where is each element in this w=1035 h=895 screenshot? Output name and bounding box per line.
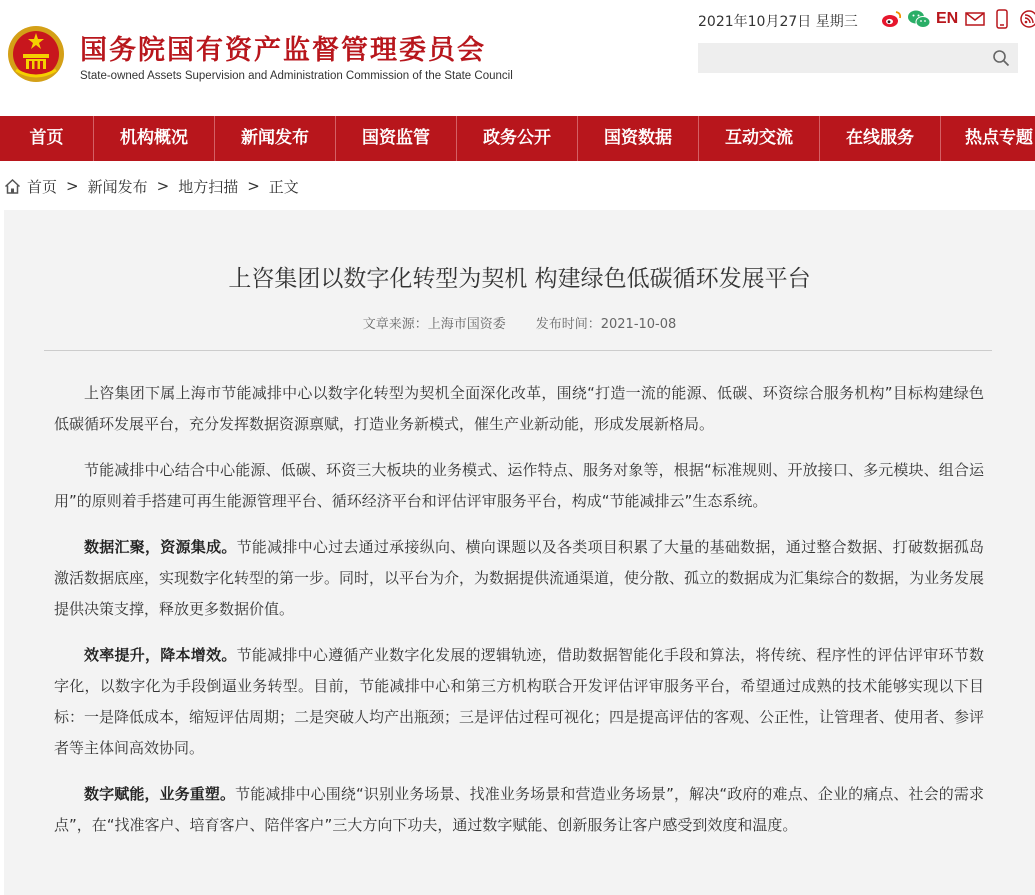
breadcrumb-news[interactable]: 新闻发布 [87, 177, 148, 196]
english-link[interactable]: EN [936, 10, 959, 27]
paragraph [54, 532, 984, 625]
breadcrumb-separator: > [247, 177, 260, 195]
nav-item-interaction[interactable]: 互动交流 [699, 116, 820, 161]
paragraph-text: 节能减排中心过去通过承接纵向、横向课题以及各类项目积累了大量的基础数据，通过整合数据、打破数据孤岛激活数据底座，实现数字化转型的第一步。同时，以平台为介，为数据提供流通渠道，使分散、孤立的数据成为汇集综合的数据，为业务发展提供决策支撑，释放更多数据价值。 [54, 538, 985, 618]
top-icon-bar [880, 7, 1035, 31]
paragraph-lead: 数字赋能，业务重塑。 [84, 785, 236, 803]
time-label: 发布时间： [535, 317, 601, 332]
article-source: 上海市国资委 [427, 317, 506, 332]
paragraph-text: 上咨集团下属上海市节能减排中心以数字化转型为契机全面深化改革，围绕“打造一流的能源、低碳、环资综合服务机构”目标构建绿色低碳循环发展平台，充分发挥数据资源禀赋，打造业务新模式，催生产业新动能，形成发展新格局。 [54, 384, 984, 433]
nav-item-supervision[interactable]: 国资监管 [336, 116, 457, 161]
breadcrumb-separator: > [156, 177, 170, 195]
site-subtitle: State-owned Assets Supervision and Administration Commission of the State Council [80, 70, 513, 82]
rss-icon[interactable] [1017, 7, 1035, 31]
nav-item-data[interactable]: 国资数据 [578, 116, 699, 161]
mail-icon[interactable] [963, 7, 987, 31]
breadcrumb [4, 175, 299, 197]
home-icon [4, 178, 21, 195]
paragraph [54, 378, 984, 440]
paragraph-lead: 效率提升，降本增效。 [84, 646, 237, 664]
breadcrumb-separator: > [66, 177, 79, 195]
breadcrumb-current: 正文 [268, 177, 299, 196]
paragraph [54, 640, 984, 764]
search-input[interactable] [698, 43, 978, 73]
national-emblem-icon[interactable] [6, 24, 66, 84]
nav-item-government-affairs[interactable]: 政务公开 [457, 116, 578, 161]
nav-item-online-services[interactable]: 在线服务 [820, 116, 941, 161]
paragraph-text: 节能减排中心结合中心能源、低碳、环资三大板块的业务模式、运作特点、服务对象等，根据“标准规则、开放接口、多元模块、组合运用”的原则着手搭建可再生能源管理平台、循环经济平台和评估评审服务平台，构成“节能减排云”生态系统。 [54, 461, 984, 510]
current-date: 2021年10月27日 星期三 [698, 14, 858, 30]
breadcrumb-local-scan[interactable]: 地方扫描 [178, 177, 239, 196]
paragraph [54, 455, 984, 517]
paragraph-text: 节能减排中心围绕“识别业务场景、找准业务场景和营造业务场景”，解决“政府的难点、企业的痛点、社会的需求点”，在“找准客户、培育客户、陪伴客户”三大方向下功夫，通过数字赋能、创新服务让客户感受到效度和温度。 [54, 785, 984, 834]
search-icon[interactable] [992, 49, 1010, 67]
title-divider [44, 350, 992, 351]
nav-item-news[interactable]: 新闻发布 [215, 116, 336, 161]
article-time: 2021-10-08 [600, 317, 677, 332]
article-meta [4, 313, 1035, 332]
paragraph-lead: 数据汇聚，资源集成。 [84, 538, 237, 556]
main-nav [0, 116, 1035, 161]
breadcrumb-home[interactable]: 首页 [27, 177, 58, 196]
nav-item-home[interactable]: 首页 [0, 116, 94, 161]
nav-item-hot-topics[interactable]: 热点专题 [965, 128, 1033, 148]
site-title[interactable]: 国务院国有资产监督管理委员会 [80, 35, 486, 66]
article-title: 上咨集团以数字化转型为契机 构建绿色低碳循环发展平台 [228, 266, 811, 292]
paragraph [54, 779, 984, 841]
search-box [698, 43, 1018, 73]
weibo-icon[interactable] [880, 7, 904, 31]
paragraph-text: 节能减排中心遵循产业数字化发展的逻辑轨迹，借助数据智能化手段和算法，将传统、程序性的评估评审环节数字化，以数字化为手段倒逼业务转型。目前，节能减排中心和第三方机构联合开发评估评审服务平台，希望通过成熟的技术能够实现以下目标：一是降低成本，缩短评估周期；二是突破人均产出瓶颈；三是评估过程可视化；四是提高评估的客观、公正性，让管理者、使用者、参评者等主体间高效协同。 [54, 646, 985, 757]
source-label: 文章来源： [362, 317, 428, 332]
article-body [54, 378, 984, 856]
site-header [0, 0, 1035, 116]
nav-item-organization[interactable]: 机构概况 [94, 116, 215, 161]
mobile-icon[interactable] [990, 7, 1014, 31]
article-container [4, 210, 1035, 895]
wechat-icon[interactable] [907, 7, 931, 31]
